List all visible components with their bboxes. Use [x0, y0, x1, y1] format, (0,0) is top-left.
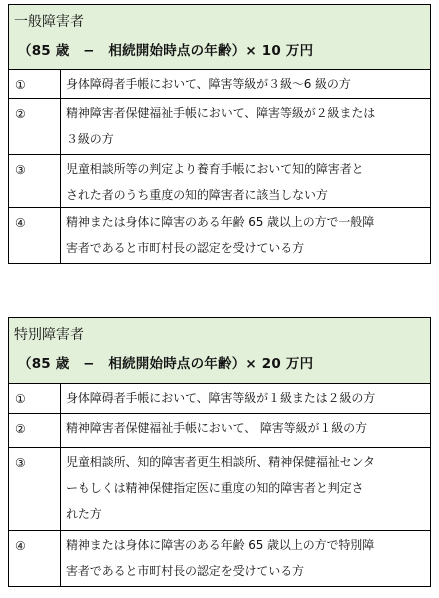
row-number: ①	[9, 384, 61, 413]
table-row	[9, 448, 430, 531]
table-row	[9, 384, 430, 414]
table-row	[9, 208, 430, 263]
row-text: 身体障碍者手帳において、障害等級が１級または２級の方	[66, 391, 376, 405]
row-number: ②	[9, 99, 61, 154]
row-text: 精神または身体に障害のある年齢 65 歳以上の方で一般障 害者であると市町村長の認定を受けている方	[66, 215, 375, 255]
special-disability-table	[8, 317, 431, 587]
row-number: ③	[9, 155, 61, 207]
row-text: 精神障害者保健福祉手帳において、 障害等級が１級の方	[66, 421, 367, 435]
row-number: ①	[9, 70, 61, 98]
table-row	[9, 155, 430, 208]
table-header	[9, 318, 430, 384]
table-row	[9, 70, 430, 99]
table-row	[9, 414, 430, 448]
row-text: 身体障碍者手帳において、障害等級が３級〜6 級の方	[66, 77, 351, 91]
row-text: 児童相談所、知的障害者更生相談所、精神保健福祉センタ ーもしくは精神保健指定医に重度の知的障害者と判定さ れた方	[66, 455, 375, 521]
row-text: 精神または身体に障害のある年齢 65 歳以上の方で特別障 害者であると市町村長の認定を受けている方	[66, 538, 375, 578]
table-header	[9, 5, 430, 70]
deduction-formula: （85 歳 − 相続開始時点の年齢）× 20 万円	[18, 356, 314, 372]
row-number: ③	[9, 448, 61, 530]
row-number: ②	[9, 414, 61, 447]
table-row	[9, 531, 430, 586]
row-number: ④	[9, 531, 61, 586]
table-row	[9, 99, 430, 155]
deduction-formula: （85 歳 − 相続開始時点の年齢）× 10 万円	[18, 43, 314, 59]
row-text: 児童相談所等の判定より養育手帳において知的障害者と された者のうち重度の知的障害者に該当しない方	[66, 162, 364, 202]
row-text: 精神障害者保健福祉手帳において、障害等級が２級または ３級の方	[66, 106, 376, 146]
general-disability-table	[8, 4, 431, 264]
table-title: 特別障害者	[14, 327, 84, 343]
table-title: 一般障害者	[14, 14, 84, 30]
row-number: ④	[9, 208, 61, 263]
